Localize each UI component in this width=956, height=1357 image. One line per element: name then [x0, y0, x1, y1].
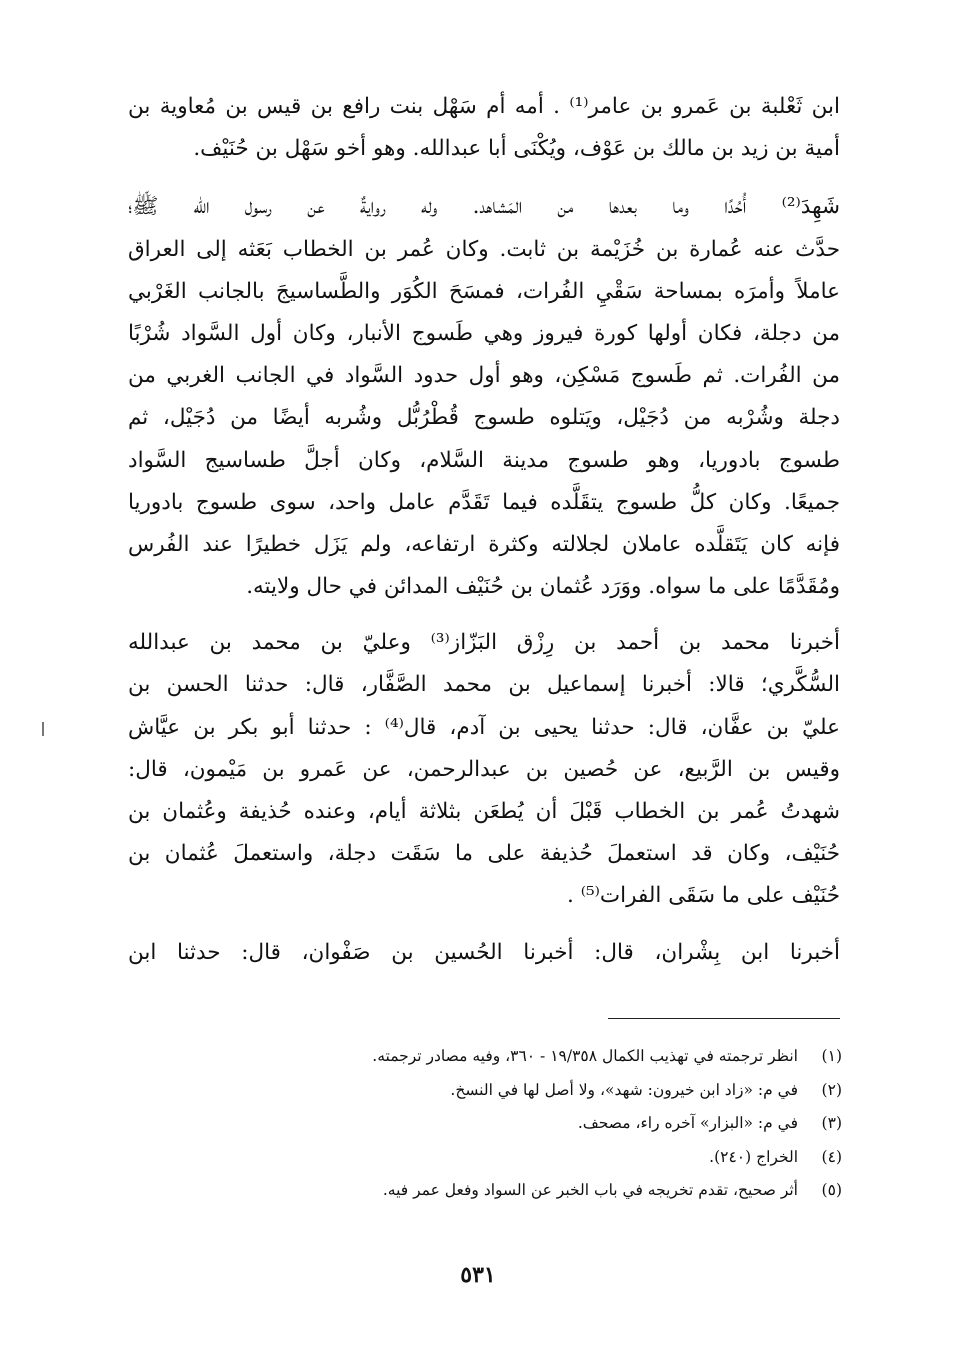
text-line: حُنَيْف على ما سَقَى الفرات⁽⁵⁾ . [567, 883, 840, 909]
text-line: فإنه كان يَتَقلَّده عاملان لجلالته وكثرة ارتفاعه، ولم يَزَل خطيرًا عند الفُرس [128, 531, 840, 557]
text-line: ابن ثَعْلبة بن عَمرو بن عامر⁽¹⁾ . أمه أم سَهْل بنت رافع بن قيس بن مُعاوية بن [128, 94, 840, 119]
text-line: من الفُرات. ثم طَسوج مَسْكِن، وهو أول حدود السَّواد في الجانب الغربي من [128, 363, 840, 389]
main-text [128, 86, 840, 974]
footnote-text: انظر ترجمته في تهذيب الكمال ١٩/٣٥٨ - ٣٦٠، وفيه مصادر ترجمته. [372, 1047, 798, 1065]
text-line: حُنَيْف، وكان قد استعملَ حُذيفة على ما سَقَت دجلة، واستعملَ عُثمان بن [128, 841, 840, 867]
paragraph-1 [128, 86, 840, 170]
text-line: عليّ بن عفَّان، قال: حدثنا يحيى بن آدم، قال⁽⁴⁾ : حدثنا أبو بكر بن عيَّاش [128, 714, 840, 740]
text-line: وقيس بن الرَّبيع، عن حُصين بن عبدالرحمن، عن عَمرو بن مَيْمون، قال: [128, 756, 840, 782]
footnote-text: في م: «البزار» آخره راء، مصحف. [577, 1114, 798, 1132]
footnote-text: في م: «زاد ابن خيرون: شهد»، ولا أصل لها في النسخ. [450, 1080, 798, 1099]
text-line: أخبرنا محمد بن أحمد بن رِزْق البَزّاز⁽³⁾ وعليّ بن محمد بن عبدالله [128, 630, 840, 656]
footnote-text: الخراج (٢٤٠). [709, 1147, 798, 1166]
footnote-number: (٤) [821, 1147, 842, 1166]
text-line: شهدتُ عُمر بن الخطاب قَبْلَ أن يُطعَن بثلاثة أيام، وعنده حُذيفة وعُثمان بن [128, 799, 840, 824]
footnote-text: أثر صحيح، تقدم تخريجه في باب الخبر عن السواد وفعل عمر فيه. [382, 1181, 798, 1199]
text-line: شَهِدَ⁽²⁾ أُحُدًا وما بعدها من المَشاهد. وله روايةٌ عن رسول الله ﷺ؛ [128, 194, 840, 220]
footnote-number: (٣) [821, 1114, 842, 1132]
footnote-number: (٢) [821, 1080, 842, 1099]
footnote-number: (١) [821, 1047, 842, 1065]
text-line: عاملاً وأمرَه بمساحة سَقْيِ الفُرات، فمسَحَ الكُوَر والطَّساسيجَ بالجانب الغَرْبي [128, 278, 840, 304]
text-line: ومُقَدَّمًا على ما سواه. ووَرَد عُثمان بن حُنَيْف المدائن في حال ولايته. [246, 574, 840, 600]
footnote-5 [222, 1174, 842, 1208]
page-number: ٥٣١ [460, 1262, 496, 1288]
text-line: أخبرنا ابن بِشْران، قال: أخبرنا الحُسين بن صَفْوان، قال: حدثنا ابن [128, 939, 840, 965]
paragraph-4 [128, 932, 840, 974]
text-line: أمية بن زيد بن مالك بن عَوْف، ويُكْنَى أبا عبدالله. وهو أخو سَهْل بن حُنَيْف. [193, 136, 840, 162]
footnote-4 [222, 1141, 842, 1175]
footnote-3 [222, 1107, 842, 1141]
footnote-number: (٥) [821, 1181, 842, 1199]
text-line: دجلة وشُرْبه من دُجَيْل، ويَتلوه طسوج قُطْرُبُّل وشُربه أيضًا من دُجَيْل، ثم [128, 405, 840, 431]
paragraph-2 [128, 186, 840, 608]
text-line: طسوج بادوريا، وهو طسوج مدينة السَّلام، وكان أجلَّ طساسيج السَّواد [128, 447, 840, 473]
text-line: جميعًا. وكان كلُّ طسوج يتقَلَّده فيما تَقَدَّم عامل واحد، سوى طسوج بادوريا [128, 489, 840, 515]
scan-mark [42, 722, 44, 736]
text-line: من دجلة، فكان أولها كورة فيروز وهي طَسوج الأنبار، وكان أول السَّواد شُرْبًا [128, 320, 840, 346]
footnote-1 [222, 1040, 842, 1074]
paragraph-3 [128, 622, 840, 917]
footnote-separator [608, 1018, 840, 1019]
footnotes [222, 1040, 842, 1208]
text-line: السُّكَّري؛ قالا: أخبرنا إسماعيل بن محمد الصَّفَّار، قال: حدثنا الحسن بن [128, 672, 840, 698]
text-line: حدَّث عنه عُمارة بن خُزَيْمة بن ثابت. وكان عُمر بن الخطاب بَعَثه إلى العراق [128, 236, 840, 262]
footnote-2 [222, 1074, 842, 1108]
